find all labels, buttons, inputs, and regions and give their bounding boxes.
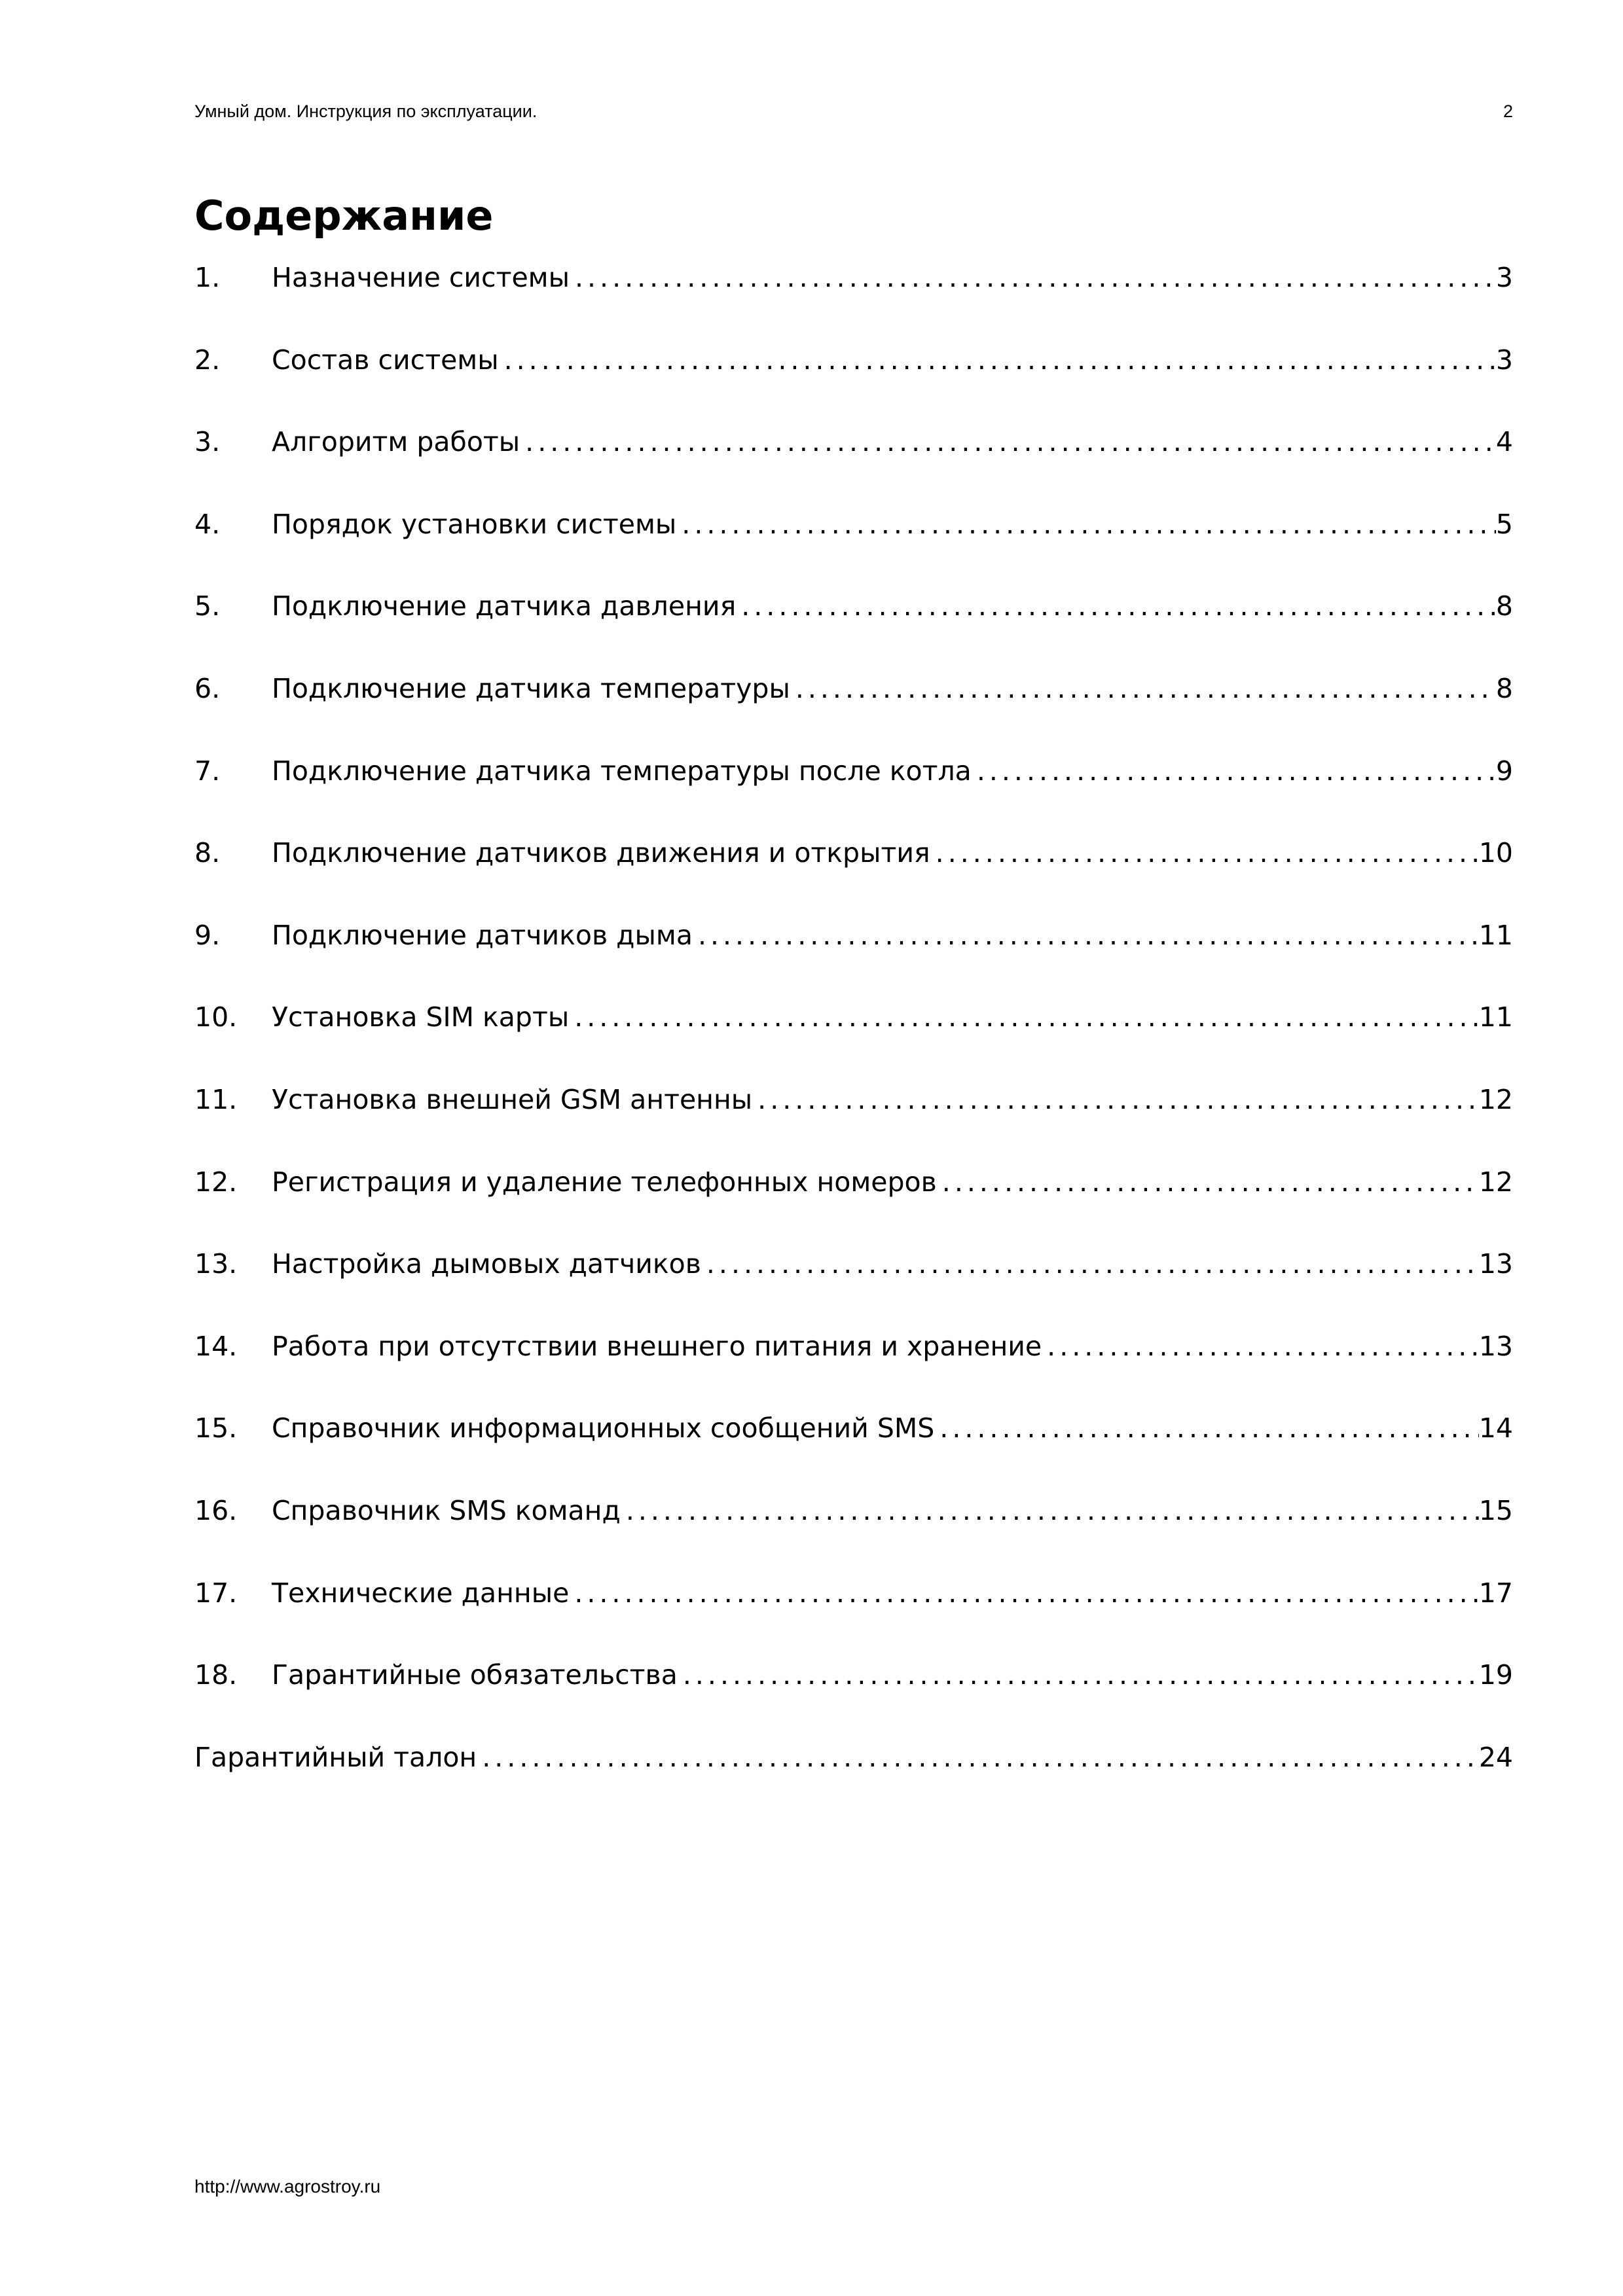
toc-entry-page: 11 — [1478, 1001, 1513, 1033]
toc-title: Содержание — [194, 192, 494, 240]
table-of-contents — [194, 246, 1513, 1808]
toc-entry[interactable] — [194, 740, 1513, 822]
dot-leader — [569, 1562, 1479, 1624]
toc-entry-number: 2. — [194, 344, 221, 376]
toc-entry-page: 24 — [1478, 1741, 1513, 1773]
dot-leader — [937, 1151, 1479, 1213]
toc-entry[interactable] — [194, 410, 1513, 493]
toc-entry-page: 8 — [1495, 672, 1513, 704]
toc-entry[interactable] — [194, 246, 1513, 329]
toc-entry-number: 10. — [194, 1001, 238, 1033]
toc-entry-number: 18. — [194, 1659, 238, 1691]
toc-entry[interactable] — [194, 329, 1513, 411]
dot-leader — [701, 1232, 1479, 1295]
toc-entry-title: Настройка дымовых датчиков — [272, 1248, 701, 1280]
dot-leader — [520, 410, 1496, 473]
toc-entry-title: Справочник информационных сообщений SMS — [272, 1412, 935, 1444]
toc-entry-title: Алгоритм работы — [272, 426, 520, 458]
toc-entry-page: 8 — [1495, 590, 1513, 622]
toc-entry-number: 5. — [194, 590, 221, 622]
toc-entry-title: Назначение системы — [272, 262, 570, 293]
toc-entry-number: 16. — [194, 1494, 238, 1526]
toc-entry-page: 12 — [1478, 1166, 1513, 1198]
toc-entry-title: Справочник SMS команд — [272, 1494, 621, 1526]
toc-entry-number: 15. — [194, 1412, 238, 1444]
toc-entry[interactable] — [194, 986, 1513, 1068]
toc-entry-number: 6. — [194, 672, 221, 704]
toc-entry-number: 8. — [194, 837, 221, 869]
toc-entry[interactable] — [194, 821, 1513, 904]
toc-entry[interactable] — [194, 493, 1513, 575]
toc-entry[interactable] — [194, 1562, 1513, 1644]
toc-entry-page: 19 — [1478, 1659, 1513, 1691]
toc-entry-number: 1. — [194, 262, 221, 293]
toc-entry-page: 14 — [1478, 1412, 1513, 1444]
toc-entry-title: Состав системы — [272, 344, 499, 376]
toc-entry-number: 4. — [194, 508, 221, 540]
toc-entry-page: 11 — [1478, 919, 1513, 951]
toc-entry-title: Подключение датчика давления — [272, 590, 737, 622]
toc-entry-title: Работа при отсутствии внешнего питания и хранение — [272, 1330, 1042, 1362]
toc-entry[interactable] — [194, 657, 1513, 740]
toc-entry-title: Установка SIM карты — [272, 1001, 570, 1033]
toc-entry[interactable] — [194, 1151, 1513, 1233]
toc-entry-page: 4 — [1495, 426, 1513, 458]
toc-entry-title: Регистрация и удаление телефонных номеров — [272, 1166, 937, 1198]
toc-entry-number: 17. — [194, 1577, 238, 1609]
toc-entry-page: 3 — [1495, 262, 1513, 293]
toc-entry-title: Подключение датчика температуры — [272, 672, 790, 704]
toc-entry-title: Подключение датчиков движения и открытия — [272, 837, 930, 869]
toc-entry[interactable] — [194, 1479, 1513, 1562]
toc-entry-page: 3 — [1495, 344, 1513, 376]
toc-entry-title: Установка внешней GSM антенны — [272, 1083, 753, 1115]
toc-entry[interactable] — [194, 1643, 1513, 1726]
dot-leader — [934, 1397, 1479, 1460]
toc-entry-title: Подключение датчика температуры после котла — [272, 755, 972, 787]
toc-entry[interactable] — [194, 575, 1513, 657]
dot-leader — [693, 904, 1479, 967]
dot-leader — [930, 821, 1479, 884]
toc-entry[interactable] — [194, 904, 1513, 986]
toc-entry[interactable] — [194, 1232, 1513, 1315]
dot-leader — [676, 493, 1496, 556]
header-page-number: 2 — [1503, 101, 1513, 121]
dot-leader — [752, 1068, 1479, 1131]
toc-entry[interactable] — [194, 1397, 1513, 1479]
dot-leader — [499, 329, 1496, 391]
toc-entry-page: 13 — [1478, 1330, 1513, 1362]
toc-entry-page: 9 — [1495, 755, 1513, 787]
dot-leader — [972, 740, 1496, 802]
toc-entry[interactable] — [194, 1315, 1513, 1397]
toc-entry-page: 15 — [1478, 1494, 1513, 1526]
toc-entry-page: 10 — [1478, 837, 1513, 869]
toc-entry-page: 13 — [1478, 1248, 1513, 1280]
toc-entry-title: Гарантийные обязательства — [272, 1659, 678, 1691]
header-document-title: Умный дом. Инструкция по эксплуатации. — [194, 101, 538, 121]
dot-leader — [570, 246, 1496, 309]
toc-entry-title: Порядок установки системы — [272, 508, 677, 540]
dot-leader — [477, 1726, 1479, 1789]
dot-leader — [569, 986, 1479, 1049]
toc-entry-number: 7. — [194, 755, 221, 787]
toc-entry-number: 13. — [194, 1248, 238, 1280]
dot-leader — [790, 657, 1496, 720]
toc-entry-title: Технические данные — [272, 1577, 570, 1609]
dot-leader — [1042, 1315, 1479, 1378]
toc-entry[interactable] — [194, 1068, 1513, 1151]
toc-entry-page: 17 — [1478, 1577, 1513, 1609]
toc-entry-number: 14. — [194, 1330, 238, 1362]
dot-leader — [621, 1479, 1479, 1542]
toc-entry-warranty-card[interactable] — [194, 1726, 1513, 1808]
toc-entry-title: Подключение датчиков дыма — [272, 919, 693, 951]
toc-entry-number: 12. — [194, 1166, 238, 1198]
toc-entry-page: 5 — [1495, 508, 1513, 540]
dot-leader — [678, 1643, 1479, 1706]
toc-entry-title: Гарантийный талон — [194, 1741, 477, 1773]
toc-entry-page: 12 — [1478, 1083, 1513, 1115]
footer-url[interactable]: http://www.agrostroy.ru — [194, 2176, 381, 2197]
toc-entry-number: 3. — [194, 426, 221, 458]
toc-entry-number: 9. — [194, 919, 221, 951]
dot-leader — [736, 575, 1496, 637]
page-header — [194, 97, 1513, 126]
toc-entry-number: 11. — [194, 1083, 238, 1115]
